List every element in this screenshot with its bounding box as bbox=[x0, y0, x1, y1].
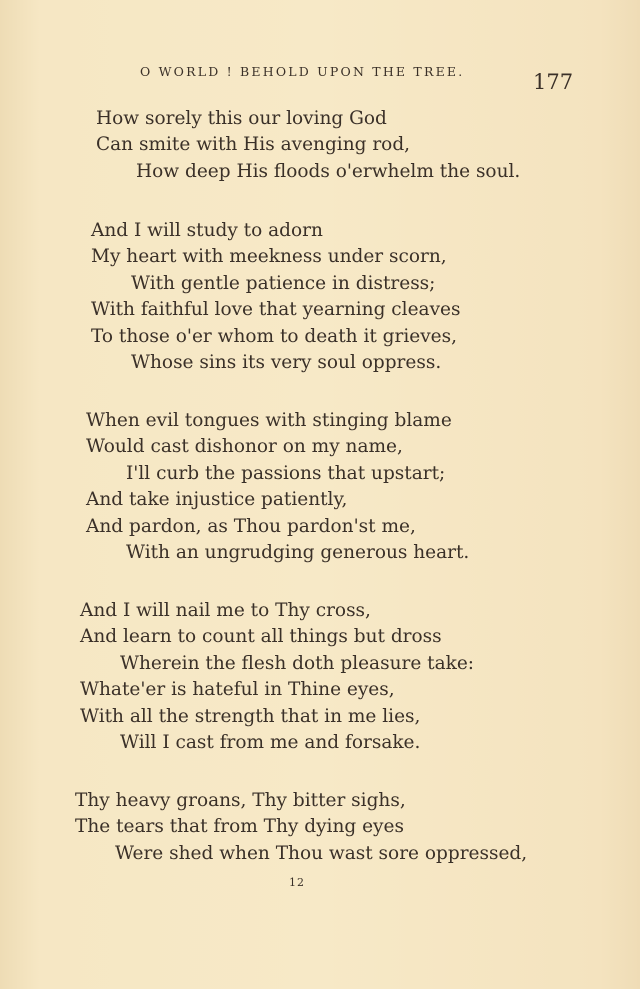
verse-line: Whose sins its very soul oppress. bbox=[131, 352, 442, 373]
verse-line: Would cast dishonor on my name, bbox=[86, 436, 403, 458]
verse-line: And I will nail me to Thy cross, bbox=[80, 600, 371, 621]
verse-line: How deep His floods o'erwhelm the soul. bbox=[136, 160, 521, 182]
running-head: O WORLD ! BEHOLD UPON THE TREE. bbox=[140, 64, 465, 79]
verse-line: And take injustice patiently, bbox=[86, 489, 348, 511]
verse-line: The tears that from Thy dying eyes bbox=[75, 816, 404, 838]
verse-line: Can smite with His avenging rod, bbox=[96, 134, 411, 156]
page-number: 177 bbox=[533, 70, 574, 94]
verse-line: I'll curb the passions that upstart; bbox=[126, 462, 446, 484]
verse-line: With all the strength that in me lies, bbox=[80, 705, 421, 727]
verse-line: And I will study to adorn bbox=[91, 220, 323, 241]
verse-line: Were shed when Thou wast sore oppressed, bbox=[115, 842, 528, 864]
verse-line: When evil tongues with stinging blame bbox=[86, 410, 452, 431]
verse-line: How sorely this our loving God bbox=[96, 108, 387, 129]
verse-line: Whate'er is hateful in Thine eyes, bbox=[80, 679, 395, 701]
verse-line: Will I cast from me and forsake. bbox=[120, 732, 421, 753]
verse-line: And learn to count all things but dross bbox=[80, 626, 442, 648]
verse-line: With an ungrudging generous heart. bbox=[126, 542, 470, 563]
verse-line: With gentle patience in distress; bbox=[131, 272, 436, 294]
verse-line: Thy heavy groans, Thy bitter sighs, bbox=[75, 790, 406, 811]
verse-line: With faithful love that yearning cleaves bbox=[91, 299, 461, 321]
verse-line: Wherein the flesh doth pleasure take: bbox=[120, 652, 475, 674]
verse-line: My heart with meekness under scorn, bbox=[91, 246, 447, 268]
verse-line: To those o'er whom to death it grieves, bbox=[91, 325, 457, 347]
verse-line: And pardon, as Thou pardon'st me, bbox=[86, 515, 416, 537]
signature-mark: 12 bbox=[289, 876, 305, 889]
